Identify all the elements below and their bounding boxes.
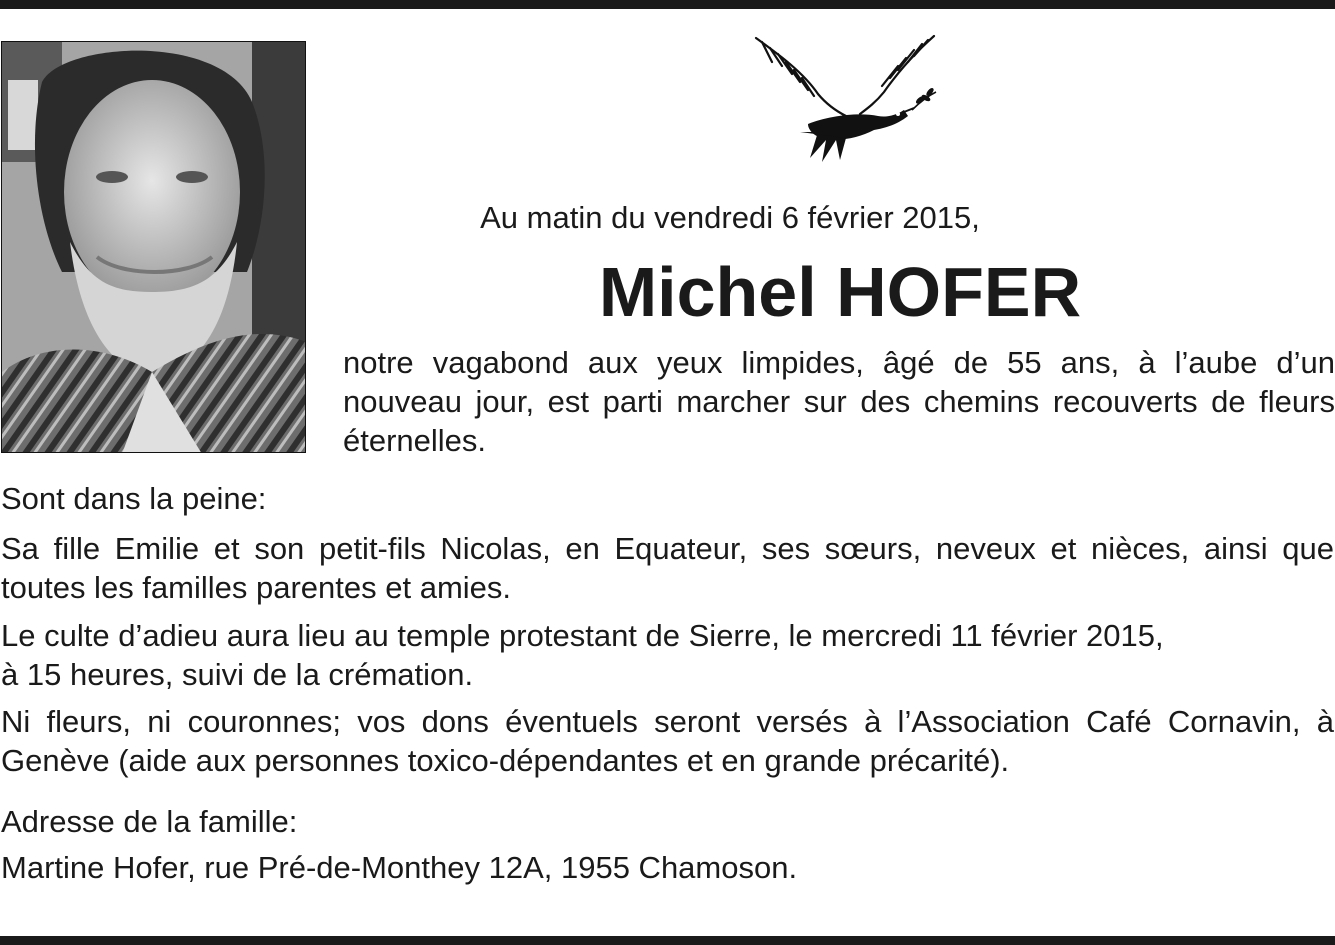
dove-with-olive-branch-icon xyxy=(748,32,940,164)
family-address: Martine Hofer, rue Pré-de-Monthey 12A, 1955 Chamoson. xyxy=(1,850,798,885)
description-paragraph: notre vagabond aux yeux limpides, âgé de 55 ans, à l’aube d’un nouveau jour, est parti marcher sur des chemins recouverts de fleurs éternelles. xyxy=(343,345,1335,458)
ceremony-paragraph xyxy=(1,616,1334,694)
portrait-illustration xyxy=(2,42,306,453)
donations-paragraph: Ni fleurs, ni couronnes; vos dons éventuels seront versés à l’Association Café Cornavin, à Genève (aide aux personnes toxico-dépendantes et en grande précarité). xyxy=(1,704,1334,778)
bottom-rule xyxy=(0,936,1335,945)
ceremony-line-2: à 15 heures, suivi de la crémation. xyxy=(1,657,474,692)
address-heading: Adresse de la famille: xyxy=(1,804,298,839)
mourners-paragraph: Sa fille Emilie et son petit-fils Nicolas, en Equateur, ses sœurs, neveux et nièces, ainsi que toutes les familles parentes et amies. xyxy=(1,531,1334,605)
date-line: Au matin du vendredi 6 février 2015, xyxy=(480,200,980,235)
deceased-name: Michel HOFER xyxy=(598,253,1082,331)
top-rule xyxy=(0,0,1335,9)
ceremony-line-1: Le culte d’adieu aura lieu au temple protestant de Sierre, le mercredi 11 février 2015, xyxy=(1,618,1164,653)
portrait-photo xyxy=(1,41,306,453)
mourners-heading: Sont dans la peine: xyxy=(1,481,267,516)
